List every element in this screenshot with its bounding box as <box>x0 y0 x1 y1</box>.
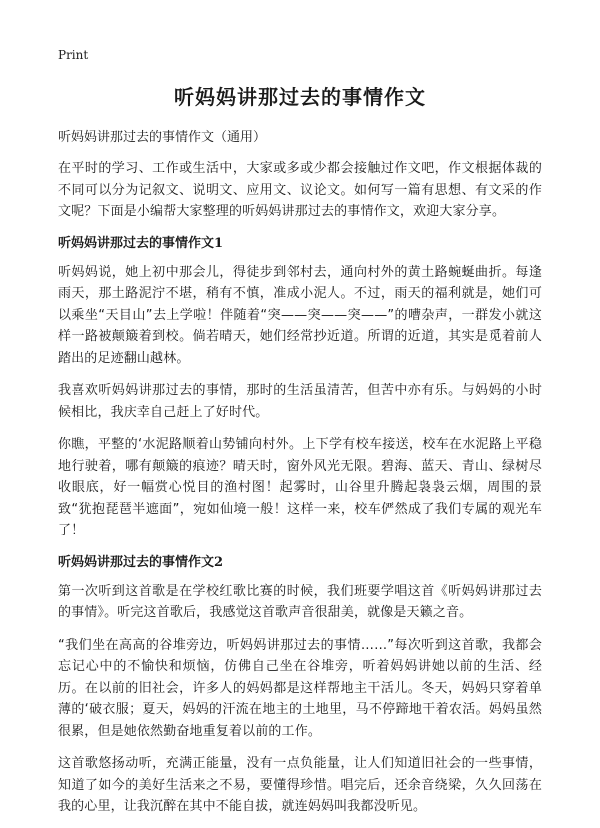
essay-section-2 <box>58 553 542 818</box>
page-title: 听妈妈讲那过去的事情作文 <box>174 85 426 109</box>
paragraph: “我们坐在高高的谷堆旁边，听妈妈讲那过去的事情……”每次听到这首歌，我都会忘记心中的不愉快和烦恼，仿佛自己坐在谷堆旁，听着妈妈讲她以前的生活、经历。在以前的旧社会，许多人的妈妈都是这样帮地主干活儿。冬天，妈妈只穿着单薄的‘破衣服；夏天，妈妈的汗流在地主的土地里，马不停蹄地干着农活。妈妈虽然很累，但是她依然勤奋地重复着以前的工作。 <box>58 637 542 739</box>
paragraph: 这首歌悠扬动听，充满正能量，没有一点负能量，让人们知道旧社会的一些事情，知道了如今的美好生活来之不易，要懂得珍惜。唱完后，还余音绕梁，久久回荡在我的心里，让我沉醉在其中不能自拔，就连妈妈叫我都没听见。 <box>58 756 542 814</box>
print-link[interactable]: Print <box>58 48 89 62</box>
intro-paragraph: 在平时的学习、工作或生活中，大家或多或少都会接触过作文吧，作文根据体裁的不同可以分为记叙文、说明文、应用文、议论文。如何写一篇有思想、有文采的作文呢？下面是小编帮大家整理的听妈妈讲那过去的事情作文，欢迎大家分享。 <box>58 161 542 219</box>
essay-section-1 <box>58 234 542 542</box>
paragraph: 你瞧，平整的‘水泥路顺着山势铺向村外。上下学有校车接送，校车在水泥路上平稳地行驶着，哪有颠簸的痕迹？晴天时，窗外风光无限。碧海、蓝天、青山、绿树尽收眼底，好一幅赏心悦目的渔村图！起雾时，山谷里升腾起袅袅云烟，周围的景致“犹抱琵琶半遮面”，宛如仙境一般！这样一来，校车俨然成了我们专属的观光车了！ <box>58 437 542 538</box>
paragraph: 听妈妈说，她上初中那会儿，得徒步到邻村去，通向村外的黄土路蜿蜒曲折。每逢雨天，那土路泥泞不堪，稍有不慎，准成小泥人。不过，雨天的福利就是，她们可以乘坐“天目山”去上学啦！伴随着“突——突——突——”的嘈杂声，一群发小就这样一路被颠簸着到校。倘若晴天，她们经常抄近道。所谓的近道，其实是觅着前人踏出的足迹翻山越林。 <box>58 264 542 366</box>
paragraph: 我喜欢听妈妈讲那过去的事情，那时的生活虽清苦，但苦中亦有乐。与妈妈的小时候相比，我庆幸自己赶上了好时代。 <box>58 383 542 420</box>
section-heading: 听妈妈讲那过去的事情作文2 <box>58 554 224 570</box>
section-heading: 听妈妈讲那过去的事情作文1 <box>58 235 224 251</box>
subtitle: 听妈妈讲那过去的事情作文（通用） <box>58 130 267 145</box>
paragraph: 第一次听到这首歌是在学校红歌比赛的时候，我们班要学唱这首《听妈妈讲那过去的事情》。听完这首歌后，我感觉这首歌声音很甜美，就像是天籁之音。 <box>58 583 542 620</box>
